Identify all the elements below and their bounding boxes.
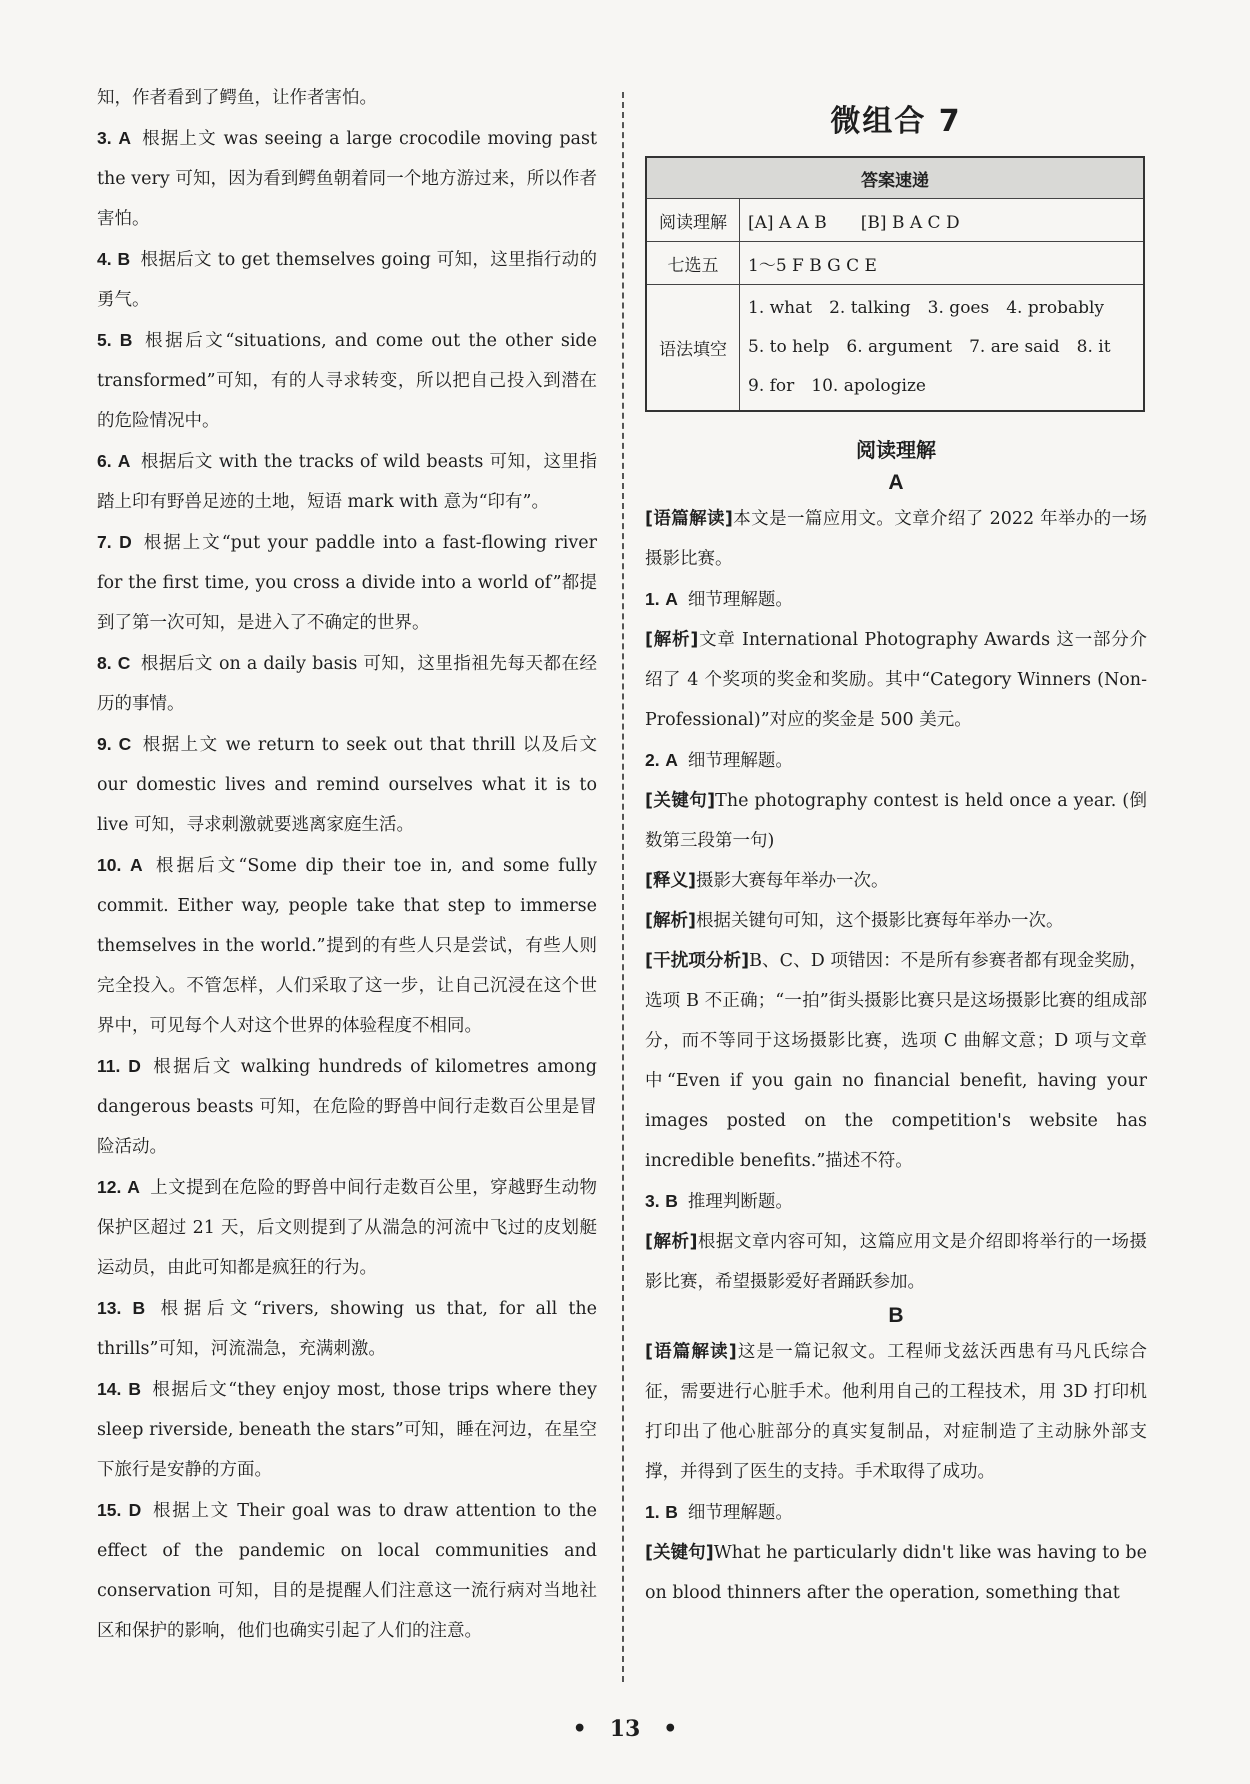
column-divider bbox=[622, 92, 624, 1682]
answer-item bbox=[97, 845, 597, 1046]
analysis-text: 根据关键句可知，这个摄影比赛每年举办一次。 bbox=[696, 911, 1064, 931]
answer-item bbox=[97, 1369, 597, 1490]
row-label-seven-five: 七选五 bbox=[646, 242, 740, 285]
item-explanation: 上文提到在危险的野兽中间行走数百公里，穿越野生动物保护区超过 21 天，后文则提到了从湍急的河流中飞过的皮划艇运动员，由此可知都是疯狂的行为。 bbox=[97, 1178, 597, 1278]
item-number: 10. bbox=[97, 855, 122, 875]
analysis-tag: [解析] bbox=[645, 911, 696, 931]
passage-a-q3 bbox=[645, 1181, 1147, 1222]
item-explanation: 根据后文“rivers, showing us that, for all the thrills”可知，河流湍急，充满刺激。 bbox=[97, 1299, 597, 1359]
footer-bullet-left: • bbox=[572, 1716, 587, 1742]
answer-item bbox=[97, 643, 597, 724]
summary-tag: [语篇解读] bbox=[645, 509, 733, 529]
passage-b-q1 bbox=[645, 1492, 1147, 1533]
passage-a-q2-analysis bbox=[645, 901, 1147, 941]
passage-a-q2-meaning bbox=[645, 861, 1147, 901]
answer-item bbox=[97, 1046, 597, 1167]
q-type: 细节理解题。 bbox=[687, 1503, 793, 1523]
passage-a-q3-analysis bbox=[645, 1222, 1147, 1302]
item-explanation: 根据上文 Their goal was to draw attention to the effect of the pandemic on local communities and conservation 可知，目的是提醒人们注意这一流行病对当地社区和保护的影响，他们也确实引起了人们的注意。 bbox=[97, 1501, 597, 1641]
passage-a-letter: A bbox=[888, 471, 904, 494]
answer-item bbox=[97, 1288, 597, 1369]
passage-b-q1-key bbox=[645, 1533, 1147, 1613]
passage-a-summary bbox=[645, 499, 1147, 579]
summary-text: 这是一篇记叙文。工程师戈兹沃西患有马凡氏综合征，需要进行心脏手术。他利用自己的工程技术，用 3D 打印机打印出了他心脏部分的真实复制品，对症制造了主动脉外部支撑，并得到了医生的支持。手术取得了成功。 bbox=[645, 1342, 1148, 1482]
q-answer: B bbox=[665, 1191, 678, 1211]
section-heading-reading: 阅读理解 bbox=[856, 438, 936, 462]
answer-quick-table bbox=[645, 156, 1145, 412]
summary-tag: [语篇解读] bbox=[645, 1342, 737, 1362]
q-number: 2. bbox=[645, 750, 660, 770]
key-tag: [关键句] bbox=[645, 791, 716, 811]
item-answer: D bbox=[119, 532, 132, 552]
page-footer bbox=[0, 1716, 1250, 1742]
item-answer: C bbox=[117, 653, 131, 673]
item-explanation: 根据上文 we return to seek out that thrill 以及后文 our domestic lives and remind ourselves what it is to live 可知，寻求刺激就要逃离家庭生活。 bbox=[97, 735, 597, 835]
passage-a-q2-distractor bbox=[645, 941, 1147, 1181]
item-answer: A bbox=[127, 1177, 140, 1197]
q-type: 细节理解题。 bbox=[687, 751, 793, 771]
q-answer: A bbox=[665, 750, 678, 770]
item-number: 6. bbox=[97, 451, 112, 471]
q-answer: B bbox=[665, 1502, 678, 1522]
item-number: 12. bbox=[97, 1177, 122, 1197]
item-number: 4. bbox=[97, 249, 112, 269]
answer-table-header: 答案速递 bbox=[646, 157, 1144, 199]
item-answer: B bbox=[132, 1298, 146, 1318]
item-answer: A bbox=[130, 855, 143, 875]
row-value-seven-five: 1～5 F B G C E bbox=[740, 242, 1145, 285]
q-type: 推理判断题。 bbox=[687, 1192, 793, 1212]
left-answer-list bbox=[97, 118, 597, 1651]
item-number: 15. bbox=[97, 1500, 122, 1520]
answer-item bbox=[97, 1167, 597, 1288]
passage-a-q1 bbox=[645, 579, 1147, 620]
row-label-grammar: 语法填空 bbox=[646, 285, 740, 412]
passage-b-letter: B bbox=[888, 1304, 904, 1327]
passage-b-summary bbox=[645, 1332, 1147, 1492]
item-number: 9. bbox=[97, 734, 112, 754]
item-explanation: 根据后文“Some dip their toe in, and some fully commit. Either way, people take that step to immerse themselves in the world.”提到的有些人只是尝试，有些人则完全投入。不管怎样，人们采取了这一步，让自己沉浸在这个世界中，可见每个人对这个世界的体验程度不相同。 bbox=[97, 856, 597, 1036]
item-explanation: 根据后文“they enjoy most, those trips where they sleep riverside, beneath the stars”可知，睡在河边，在星空下旅行是安静的方面。 bbox=[97, 1380, 597, 1480]
q-type: 细节理解题。 bbox=[687, 590, 793, 610]
item-explanation: 根据上文“put your paddle into a fast-flowing river for the first time, you cross a divide into a world of”都提到了第一次可知，是进入了不确定的世界。 bbox=[97, 533, 597, 633]
page-number: 13 bbox=[609, 1716, 641, 1742]
left-column bbox=[97, 78, 597, 1651]
item-number: 13. bbox=[97, 1298, 122, 1318]
analysis-text: 根据文章内容可知，这篇应用文是介绍即将举行的一场摄影比赛，希望摄影爱好者踊跃参加。 bbox=[645, 1232, 1148, 1292]
answer-item bbox=[97, 522, 597, 643]
item-number: 7. bbox=[97, 532, 112, 552]
analysis-tag: [解析] bbox=[645, 630, 699, 650]
q-answer: A bbox=[665, 589, 678, 609]
summary-text: 本文是一篇应用文。文章介绍了 2022 年举办的一场摄影比赛。 bbox=[645, 509, 1147, 569]
item-answer: C bbox=[118, 734, 132, 754]
passage-a-q2-key bbox=[645, 781, 1147, 861]
key-text: The photography contest is held once a year. (倒数第三段第一句) bbox=[645, 791, 1147, 851]
item-explanation: 根据后文 on a daily basis 可知，这里指祖先每天都在经历的事情。 bbox=[97, 654, 597, 714]
answer-item bbox=[97, 118, 597, 239]
answer-item bbox=[97, 1490, 597, 1651]
item-answer: B bbox=[117, 249, 131, 269]
item-answer: B bbox=[128, 1379, 141, 1399]
analysis-tag: [解析] bbox=[645, 1232, 698, 1252]
item-answer: D bbox=[128, 1056, 141, 1076]
answer-item bbox=[97, 239, 597, 320]
item-answer: A bbox=[117, 451, 131, 471]
distractor-text: B、C、D 项错因：不是所有参赛者都有现金奖励，选项 B 不正确；“一拍”街头摄影比赛只是这场摄影比赛的组成部分，而不等同于这场摄影比赛，选项 C 曲解文意；D 项与文章中“Even if you gain no financial benefit, having your images posted on the competition's website has incredible benefits.”描述不符。 bbox=[645, 951, 1148, 1171]
answer-item bbox=[97, 441, 597, 522]
item-explanation: 根据上文 was seeing a large crocodile moving past the very 可知，因为看到鳄鱼朝着同一个地方游过来，所以作者害怕。 bbox=[97, 129, 597, 229]
distractor-tag: [干扰项分析] bbox=[645, 951, 750, 971]
item-number: 11. bbox=[97, 1056, 121, 1076]
item-number: 8. bbox=[97, 653, 112, 673]
item-number: 5. bbox=[97, 330, 112, 350]
q-number: 3. bbox=[645, 1191, 660, 1211]
page-title: 微组合 7 bbox=[830, 104, 962, 139]
item-explanation: 根据后文 walking hundreds of kilometres among dangerous beasts 可知，在危险的野兽中间行走数百公里是冒险活动。 bbox=[97, 1057, 597, 1157]
q-number: 1. bbox=[645, 1502, 660, 1522]
item-explanation: 根据后文“situations, and come out the other side transformed”可知，有的人寻求转变，所以把自己投入到潜在的危险情况中。 bbox=[97, 331, 597, 431]
key-tag: [关键句] bbox=[645, 1543, 714, 1563]
meaning-text: 摄影大赛每年举办一次。 bbox=[696, 871, 889, 891]
key-text: What he particularly didn't like was having to be on blood thinners after the operation, something that bbox=[645, 1543, 1147, 1603]
meaning-tag: [释义] bbox=[645, 871, 696, 891]
row-value-grammar: 1. what 2. talking 3. goes 4. probably 5. to help 6. argument 7. are said 8. it 9. for 10. apologize bbox=[740, 285, 1145, 412]
item-number: 3. bbox=[97, 128, 112, 148]
row-label-reading: 阅读理解 bbox=[646, 199, 740, 242]
right-column bbox=[645, 78, 1147, 1613]
item-explanation: 根据后文 with the tracks of wild beasts 可知，这里指踏上印有野兽足迹的土地，短语 mark with 意为“印有”。 bbox=[97, 452, 597, 512]
answer-item bbox=[97, 724, 597, 845]
item-answer: D bbox=[128, 1500, 142, 1520]
item-number: 14. bbox=[97, 1379, 122, 1399]
item-answer: A bbox=[118, 128, 131, 148]
q-number: 1. bbox=[645, 589, 660, 609]
item-answer: B bbox=[119, 330, 133, 350]
intro-line: 知，作者看到了鳄鱼，让作者害怕。 bbox=[97, 88, 377, 108]
row-value-reading: [A] A A B [B] B A C D bbox=[740, 199, 1145, 242]
passage-a-q2 bbox=[645, 740, 1147, 781]
footer-bullet-right: • bbox=[663, 1716, 678, 1742]
item-explanation: 根据后文 to get themselves going 可知，这里指行动的勇气。 bbox=[97, 250, 597, 310]
analysis-text: 文章 International Photography Awards 这一部分介绍了 4 个奖项的奖金和奖励。其中“Category Winners (Non-Professional)”对应的奖金是 500 美元。 bbox=[645, 630, 1148, 730]
passage-a-q1-analysis bbox=[645, 620, 1147, 740]
answer-item bbox=[97, 320, 597, 441]
